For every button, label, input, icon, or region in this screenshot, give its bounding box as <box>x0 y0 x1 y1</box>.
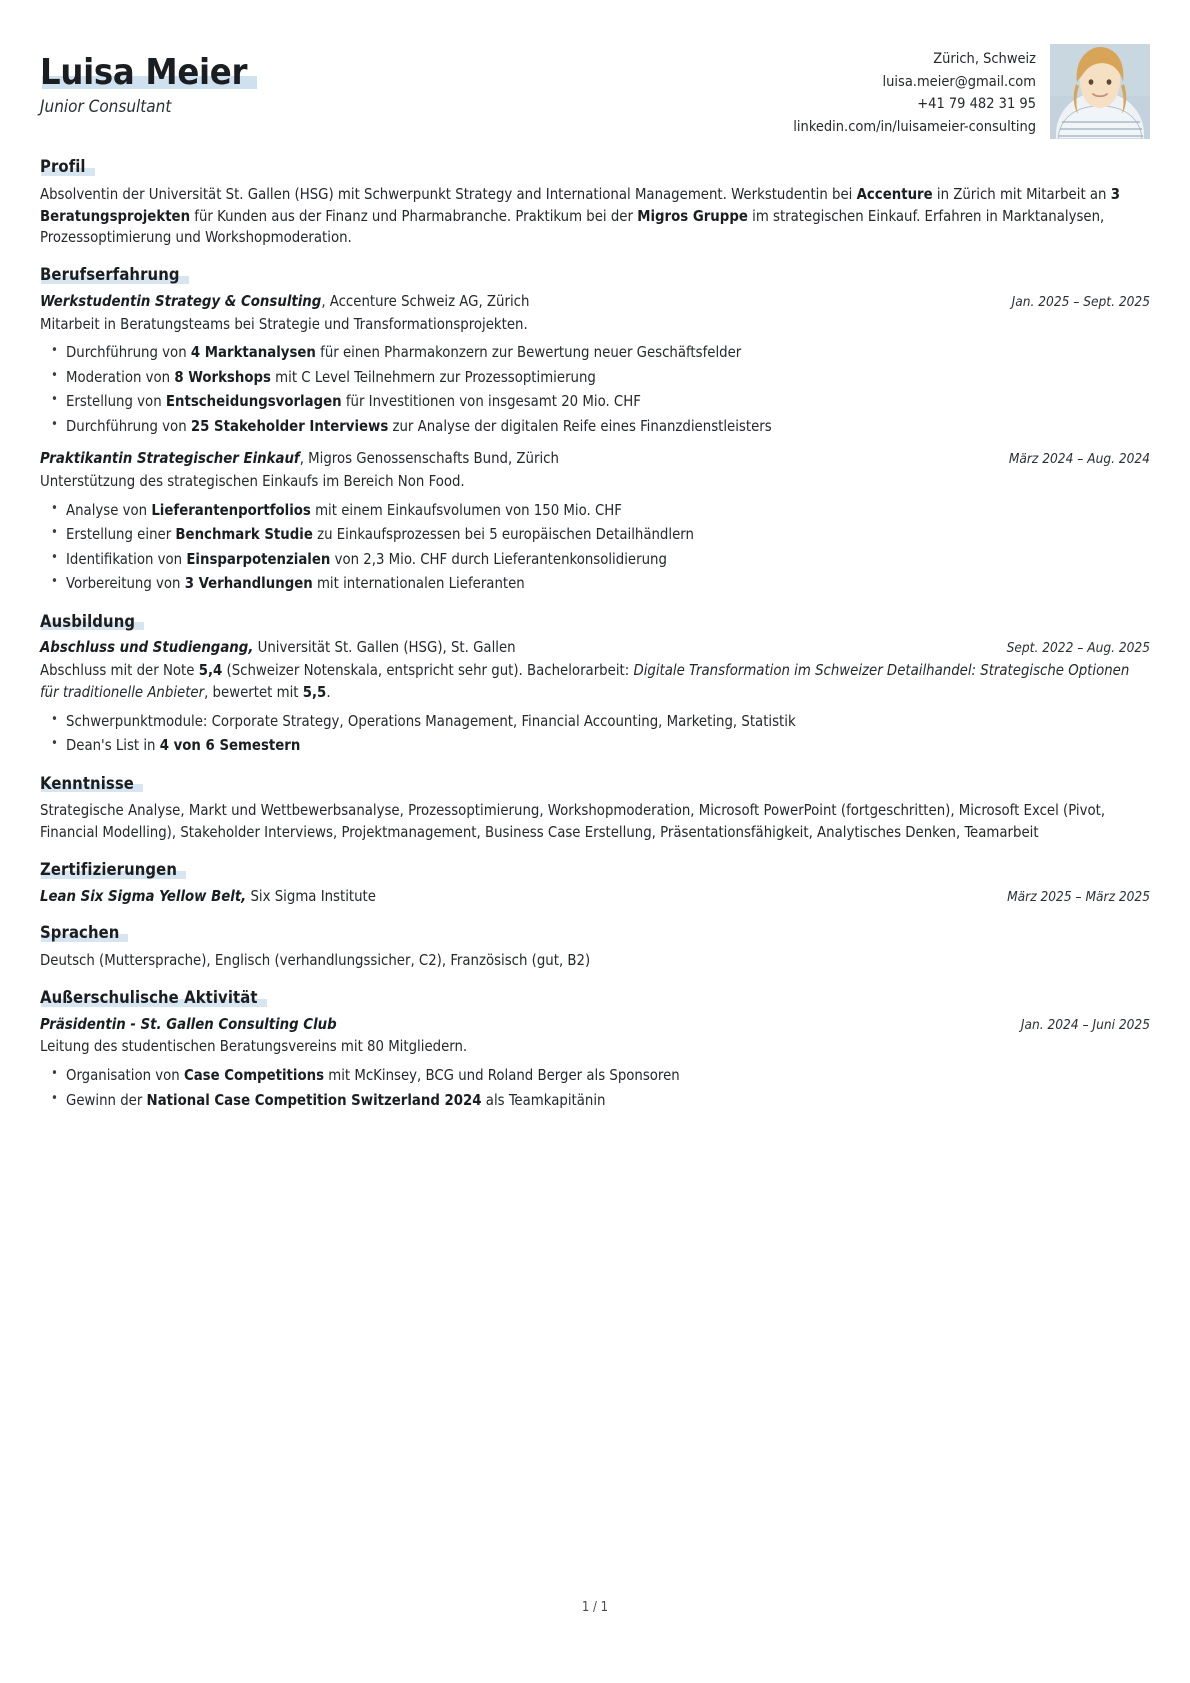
contact-email[interactable]: luisa.meier@gmail.com <box>882 73 1036 90</box>
list-item: • Analyse von Lieferantenportfolios mit einem Einkaufsvolumen von 150 Mio. CHF <box>40 500 1150 522</box>
entry-title: Lean Six Sigma Yellow Belt, Six Sigma Institute <box>40 887 376 905</box>
resume-header <box>40 44 1150 139</box>
section-heading-wrapper <box>40 612 1150 632</box>
entry-bullet-list <box>40 500 1150 596</box>
extracurricular-entry-list <box>40 1015 1150 1112</box>
contact-linkedin[interactable]: linkedin.com/in/luisameier-consulting <box>793 118 1036 135</box>
section-heading-wrapper <box>40 157 1150 177</box>
resume-entry <box>40 887 1150 908</box>
certification-entry-list <box>40 887 1150 908</box>
contact-location: Zürich, Schweiz <box>933 51 1036 67</box>
resume-entry <box>40 449 1150 595</box>
entry-organisation: Six Sigma Institute <box>246 887 376 905</box>
list-item: • Gewinn der National Case Competition Switzerland 2024 als Teamkapitänin <box>40 1090 1150 1112</box>
section-heading-wrapper <box>40 988 1150 1008</box>
section-heading-wrapper <box>40 860 1150 880</box>
entry-date-range: Jan. 2025 – Sept. 2025 <box>1011 293 1150 310</box>
entry-date-range: März 2024 – Aug. 2024 <box>1008 451 1150 468</box>
avatar <box>1050 44 1150 139</box>
list-item: • Erstellung einer Benchmark Studie zu Einkaufsprozessen bei 5 europäischen Detailhändlern <box>40 524 1150 546</box>
list-item: • Durchführung von 25 Stakeholder Interviews zur Analyse der digitalen Reife eines Finanzdienstleisters <box>40 416 1150 438</box>
section-heading-wrapper <box>40 265 1150 285</box>
section-experience <box>40 265 1150 596</box>
section-education <box>40 612 1150 758</box>
languages-text: Deutsch (Muttersprache), Englisch (verhandlungssicher, C2), Französisch (gut, B2) <box>40 952 591 970</box>
section-extracurricular <box>40 988 1150 1112</box>
section-heading-skills: Kenntnisse <box>40 774 134 794</box>
contact-phone[interactable]: +41 79 482 31 95 <box>917 96 1036 113</box>
entry-bullet-list <box>40 711 1150 758</box>
entry-date-range: März 2025 – März 2025 <box>1007 888 1150 905</box>
candidate-name: Luisa Meier <box>40 52 248 93</box>
entry-date-range: Jan. 2024 – Juni 2025 <box>1020 1016 1150 1033</box>
list-item: • Vorbereitung von 3 Verhandlungen mit internationalen Lieferanten <box>40 573 1150 595</box>
resume-entry <box>40 1015 1150 1112</box>
entry-description: Mitarbeit in Beratungsteams bei Strategie und Transformationsprojekten. <box>40 315 528 333</box>
entry-description: Unterstützung des strategischen Einkaufs im Bereich Non Food. <box>40 472 465 490</box>
profile-text: Absolventin der Universität St. Gallen (HSG) mit Schwerpunkt Strategy and International Management. Werkstudentin bei Accenture in Zürich mit Mitarbeit an 3 Beratungsprojekten für Kunden aus der Finanz und Pharmabranche. Praktikum bei der Migros Gruppe im strategischen Einkauf. Erfahren in Marktanalysen, Prozessoptimierung und Workshopmoderation. <box>40 185 1120 247</box>
resume-entry <box>40 638 1150 757</box>
entry-bullet-list <box>40 342 1150 438</box>
entry-header <box>40 887 1150 908</box>
entry-title: Abschluss und Studiengang, Universität St. Gallen (HSG), St. Gallen <box>40 639 516 657</box>
entry-title: Werkstudentin Strategy & Consulting, Accenture Schweiz AG, Zürich <box>40 292 530 310</box>
list-item: • Moderation von 8 Workshops mit C Level Teilnehmern zur Prozessoptimierung <box>40 367 1150 389</box>
list-item: • Organisation von Case Competitions mit McKinsey, BCG und Roland Berger als Sponsoren <box>40 1065 1150 1087</box>
section-profile <box>40 157 1150 249</box>
header-identity <box>40 44 247 117</box>
entry-header <box>40 449 1150 470</box>
entry-date-range: Sept. 2022 – Aug. 2025 <box>1006 640 1150 657</box>
entry-organisation: , Migros Genossenschafts Bund, Zürich <box>299 450 559 468</box>
entry-description: Leitung des studentischen Beratungsvereins mit 80 Mitgliedern. <box>40 1038 468 1056</box>
entry-header <box>40 638 1150 659</box>
contact-details <box>793 44 1036 138</box>
section-heading-profile: Profil <box>40 157 86 177</box>
section-heading-education: Ausbildung <box>40 612 135 632</box>
section-heading-languages: Sprachen <box>40 923 119 943</box>
list-item: • Identifikation von Einsparpotenzialen von 2,3 Mio. CHF durch Lieferantenkonsolidierung <box>40 549 1150 571</box>
list-item: • Erstellung von Entscheidungsvorlagen für Investitionen von insgesamt 20 Mio. CHF <box>40 391 1150 413</box>
candidate-job-title: Junior Consultant <box>40 96 172 117</box>
header-contact-block <box>793 44 1150 139</box>
entry-title: Praktikantin Strategischer Einkauf, Migros Genossenschafts Bund, Zürich <box>40 450 559 468</box>
entry-organisation: , Accenture Schweiz AG, Zürich <box>321 292 530 310</box>
section-languages <box>40 923 1150 972</box>
resume-entry <box>40 292 1150 438</box>
entry-organisation: Universität St. Gallen (HSG), St. Gallen <box>253 639 516 657</box>
list-item: • Durchführung von 4 Marktanalysen für einen Pharmakonzern zur Bewertung neuer Geschäftsfelder <box>40 342 1150 364</box>
education-entry-list <box>40 638 1150 757</box>
list-item: • Dean's List in 4 von 6 Semestern <box>40 735 1150 757</box>
section-heading-certifications: Zertifizierungen <box>40 860 177 880</box>
section-heading-wrapper <box>40 774 1150 794</box>
list-item: • Schwerpunktmodule: Corporate Strategy, Operations Management, Financial Accounting, Marketing, Statistik <box>40 711 1150 733</box>
skills-text: Strategische Analyse, Markt und Wettbewerbsanalyse, Prozessoptimierung, Workshopmoderation, Microsoft PowerPoint (fortgeschritten), Microsoft Excel (Pivot, Financial Modelling), Stakeholder Interviews, Projektmanagement, Business Case Erstellung, Präsentationsfähigkeit, Analytisches Denken, Teamarbeit <box>40 802 1106 842</box>
entry-bullet-list <box>40 1065 1150 1112</box>
entry-header <box>40 1015 1150 1036</box>
entry-description: Abschluss mit der Note 5,4 (Schweizer Notenskala, entspricht sehr gut). Bachelorarbeit: Digitale Transformation im Schweizer Detailhandel: Strategische Optionen für traditionelle Anbieter, bewertet mit 5,5. <box>40 662 1130 701</box>
section-certifications <box>40 860 1150 908</box>
section-heading-extracurricular: Außerschulische Aktivität <box>40 988 258 1008</box>
name-wrapper <box>40 54 247 92</box>
entry-header <box>40 292 1150 313</box>
experience-entry-list <box>40 292 1150 596</box>
section-skills <box>40 774 1150 844</box>
entry-title: Präsidentin - St. Gallen Consulting Club <box>40 1015 337 1033</box>
section-heading-wrapper <box>40 923 1150 943</box>
section-heading-experience: Berufserfahrung <box>40 265 180 285</box>
page-footer: 1 / 1 <box>581 1600 609 1615</box>
